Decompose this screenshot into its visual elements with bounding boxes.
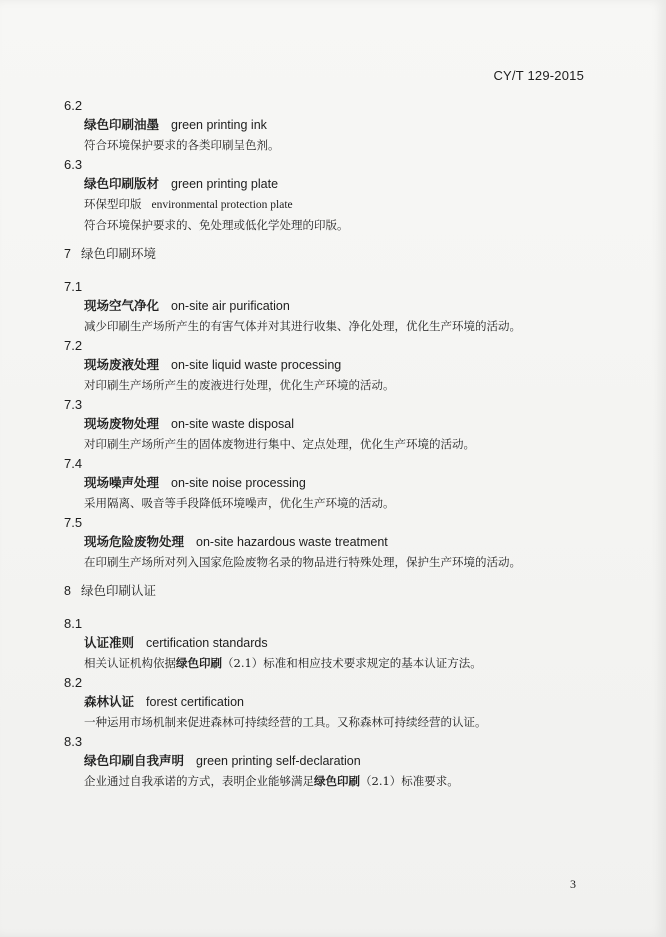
clause-reference: （2.1） [360,774,402,788]
clause-number: 6.2 [64,98,83,113]
term-en: on-site hazardous waste treatment [196,535,388,549]
synonym-en: environmental protection plate [151,199,293,211]
term-definition: 采用隔离、吸音等手段降低环境噪声，优化生产环境的活动。 [84,496,395,510]
section-heading [64,581,604,601]
term-reference: 绿色印刷 [314,774,360,788]
term-zh: 现场空气净化 [84,298,160,313]
term-entry [64,513,604,572]
section-heading [64,244,604,264]
term-title [84,473,604,493]
section-number: 8 [64,584,71,598]
definition-text: 相关认证机构依据 [84,656,176,670]
term-reference: 绿色印刷 [176,656,222,670]
term-entry [64,336,604,395]
definition-text: 标准要求。 [401,774,459,788]
term-synonym [84,194,604,215]
term-en: on-site liquid waste processing [171,358,342,372]
term-entry [64,155,604,235]
term-definition [84,771,604,791]
clause-number: 6.3 [64,157,83,172]
clause-number: 7.4 [64,456,83,471]
term-entry [64,614,604,673]
term-zh: 现场废物处理 [84,416,160,431]
term-title [84,532,604,552]
term-title [84,692,604,712]
term-en: green printing self-declaration [196,754,361,768]
term-definition [84,653,604,673]
term-title [84,751,604,771]
term-definition: 符合环境保护要求的、免处理或低化学处理的印版。 [84,218,349,232]
term-en: forest certification [146,695,244,709]
term-definition: 减少印刷生产场所产生的有害气体并对其进行收集、净化处理，优化生产环境的活动。 [84,319,521,333]
clause-number: 7.5 [64,515,83,530]
clause-number: 7.1 [64,279,83,294]
term-zh: 绿色印刷版材 [84,176,160,191]
term-zh: 现场危险废物处理 [84,534,185,549]
term-entry [64,96,604,155]
term-entry [64,732,604,791]
page-number: 3 [570,877,576,891]
term-title [84,355,604,375]
term-title [84,414,604,434]
clause-number: 8.1 [64,616,83,631]
document-code: CY/T 129-2015 [493,68,584,83]
term-en: on-site waste disposal [171,417,294,431]
synonym-zh: 环保型印版 [84,197,142,211]
term-zh: 绿色印刷油墨 [84,117,160,132]
definition-text: 企业通过自我承诺的方式，表明企业能够满足 [84,774,314,788]
term-entry [64,454,604,513]
term-zh: 绿色印刷自我声明 [84,753,185,768]
clause-number: 7.3 [64,397,83,412]
term-definition: 符合环境保护要求的各类印刷呈色剂。 [84,138,280,152]
clause-number: 7.2 [64,338,83,353]
term-en: green printing plate [171,177,279,191]
section-title: 绿色印刷认证 [80,583,156,598]
term-definition: 对印刷生产场所产生的固体废物进行集中、定点处理，优化生产环境的活动。 [84,437,475,451]
term-title [84,296,604,316]
clause-reference: （2.1） [222,656,264,670]
definition-text: 标准和相应技术要求规定的基本认证方法。 [263,656,482,670]
term-definition: 对印刷生产场所产生的废液进行处理，优化生产环境的活动。 [84,378,395,392]
clause-number: 8.2 [64,675,83,690]
term-title [84,633,604,653]
term-en: certification standards [146,636,268,650]
term-title [84,174,604,194]
term-entry [64,673,604,732]
term-entry [64,395,604,454]
term-entry [64,277,604,336]
term-definition: 一种运用市场机制来促进森林可持续经营的工具。又称森林可持续经营的认证。 [84,715,487,729]
section-title: 绿色印刷环境 [80,246,156,261]
term-definition: 在印刷生产场所对列入国家危险废物名录的物品进行特殊处理，保护生产环境的活动。 [84,555,521,569]
term-title [84,115,604,135]
term-en: on-site air purification [171,299,290,313]
content-body [64,96,604,791]
clause-number: 8.3 [64,734,83,749]
term-en: green printing ink [171,118,267,132]
term-zh: 现场噪声处理 [84,475,160,490]
section-number: 7 [64,247,71,261]
term-zh: 认证准则 [84,635,135,650]
term-zh: 现场废液处理 [84,357,160,372]
term-zh: 森林认证 [84,694,135,709]
term-en: on-site noise processing [171,476,306,490]
